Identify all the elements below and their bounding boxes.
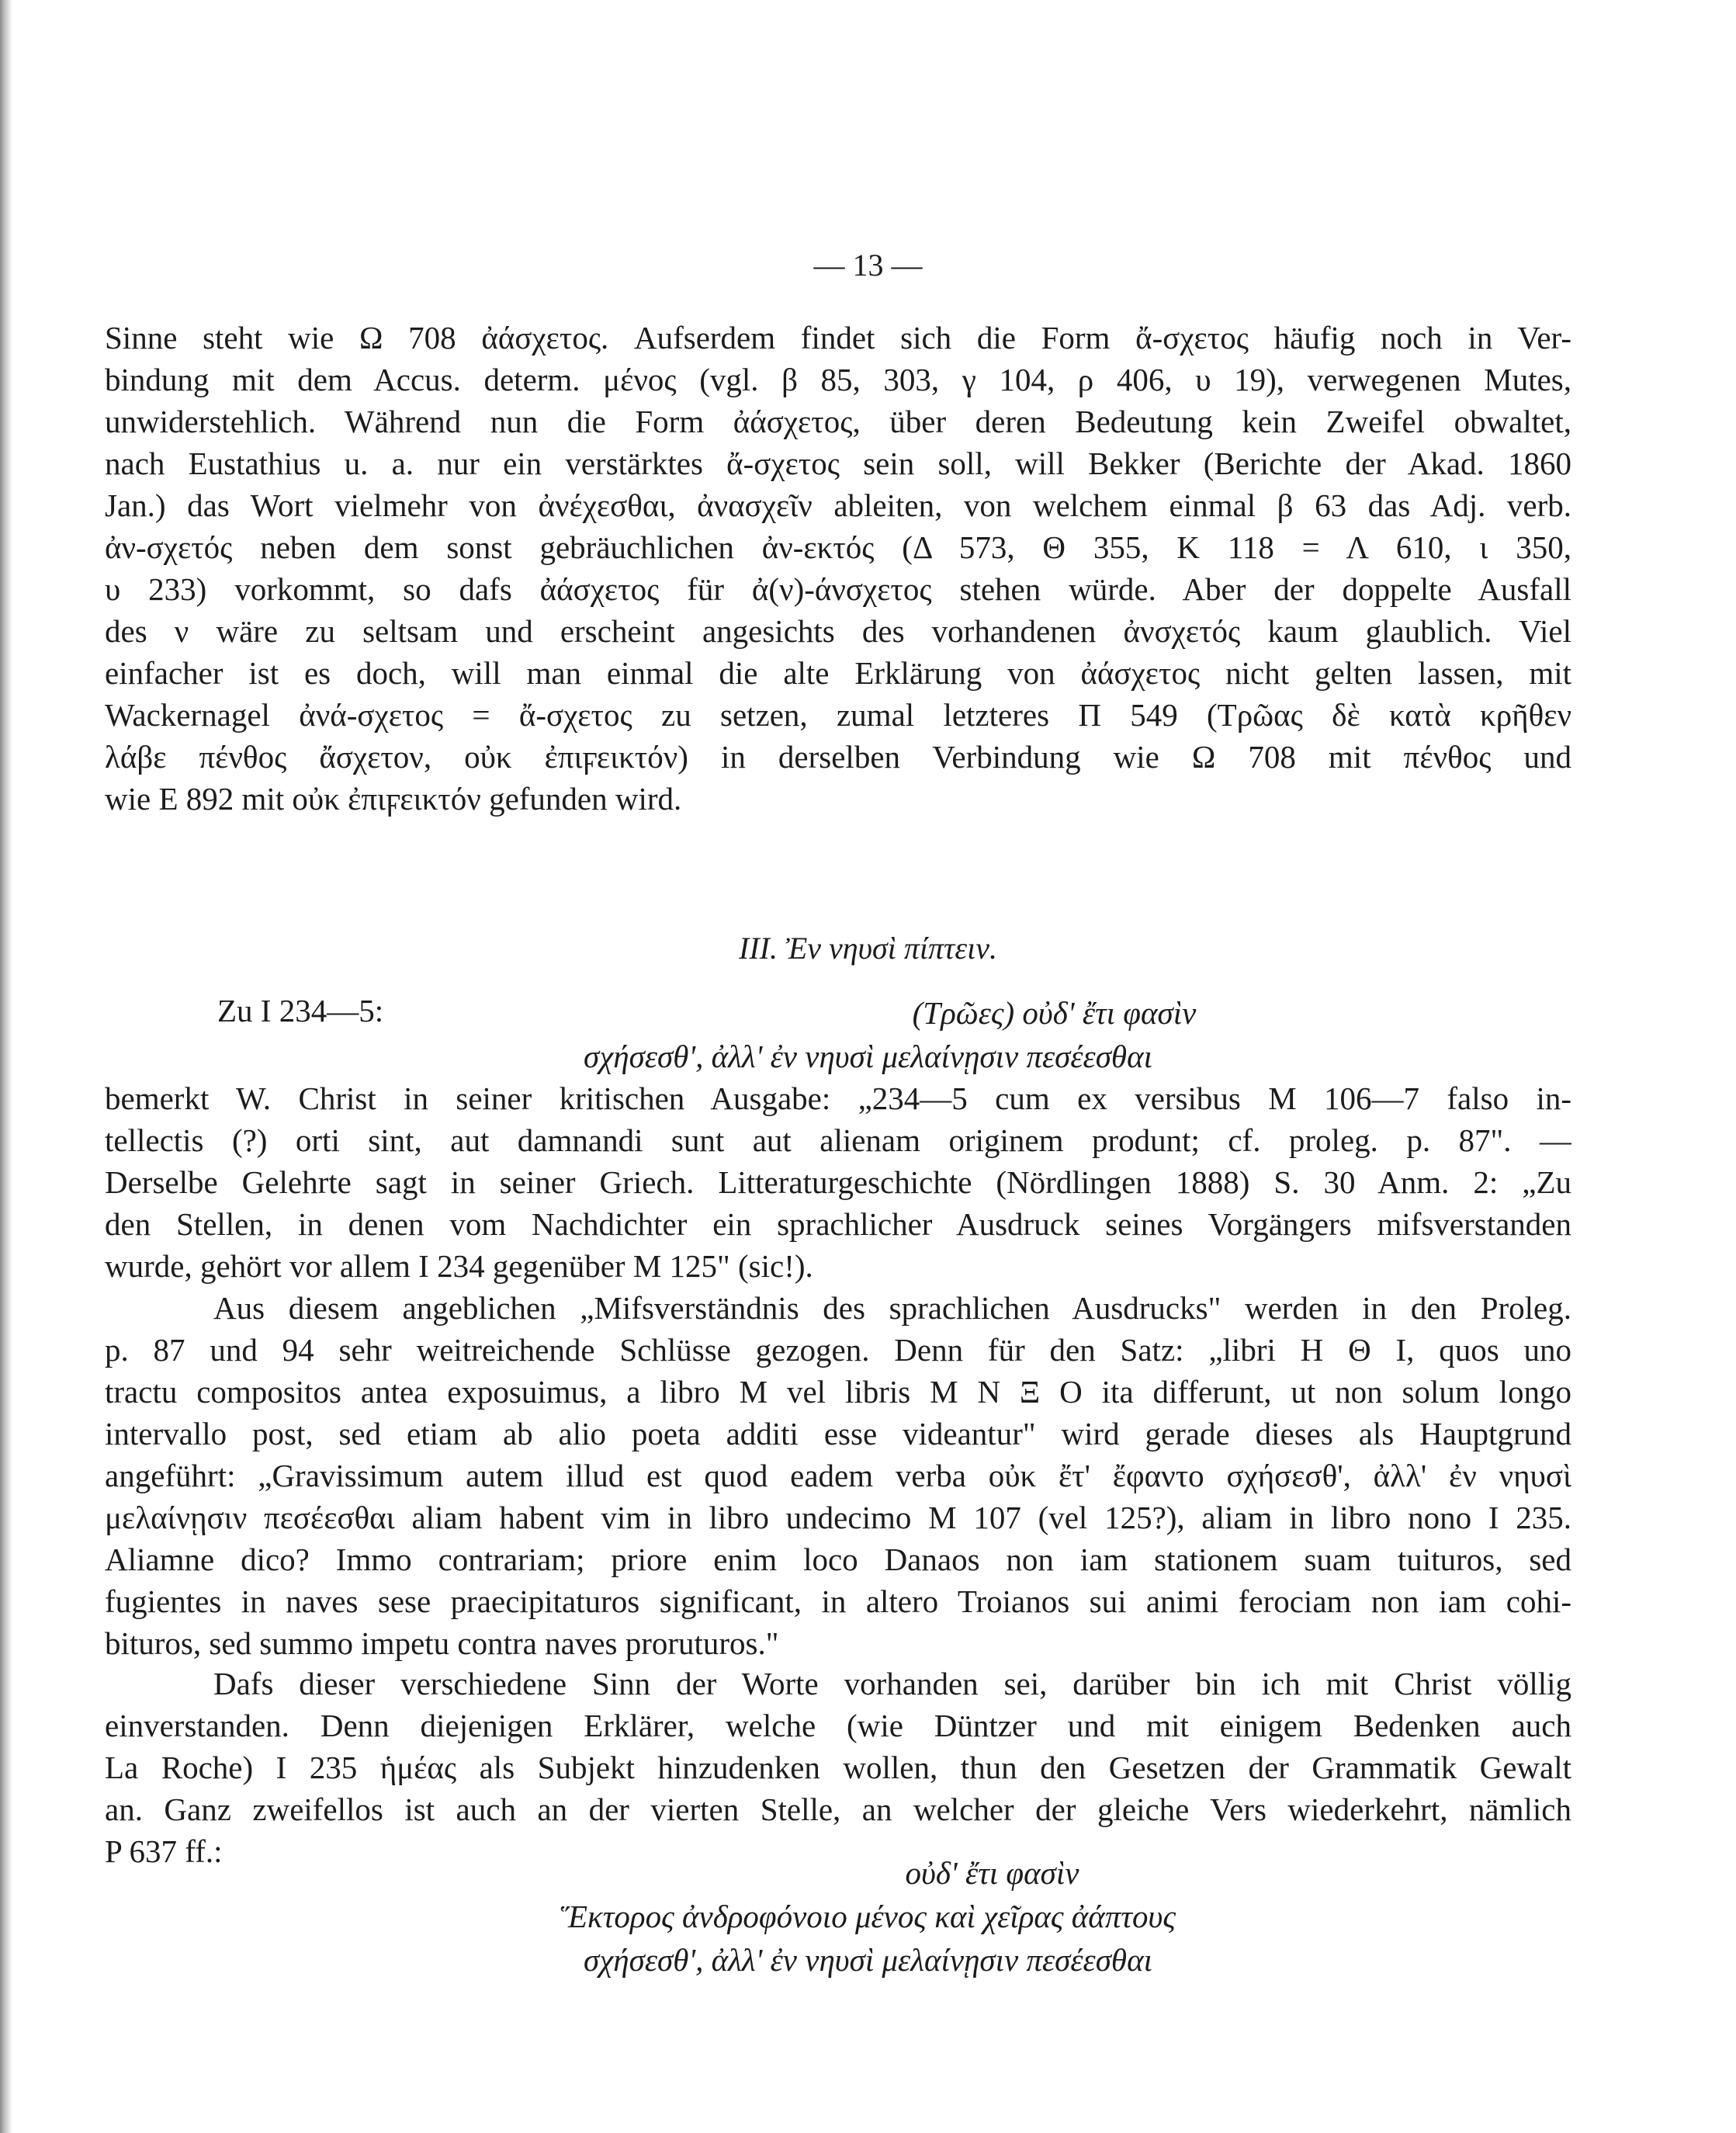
text-line: einfacher ist es doch, will man einmal die alte Erklärung von ἀάσχετος nicht gelten lassen, mit <box>105 655 1571 691</box>
text-line: tractu compositos antea exposuimus, a libro Μ vel libris Μ Ν Ξ Ο ita differunt, ut non solum longo <box>105 1374 1571 1410</box>
text-line: intervallo post, sed etiam ab alio poeta additi esse videantur" wird gerade dieses als Hauptgrund <box>105 1416 1571 1451</box>
page-number: — 13 — <box>813 248 923 283</box>
text-line: des ν wäre zu seltsam und erscheint angesichts des vorhandenen ἀνσχετός kaum glaublich. Viel <box>105 613 1571 649</box>
quoted-verse: σχήσεσθ', ἀλλ' ἐν νηυσὶ μελαίνῃσιν πεσέεσθαι <box>584 1942 1152 1978</box>
text-line: Aus diesem angeblichen „Mifsverständnis des sprachlichen Ausdrucks" werden in den Proleg. <box>213 1290 1571 1326</box>
text-line: Derselbe Gelehrte sagt in seiner Griech. Litteraturgeschichte (Nördlingen 1888) S. 30 Anm. 2: „Zu <box>105 1164 1571 1200</box>
quoted-verse: (Τρῶες) οὐδ' ἔτι φασὶν <box>912 995 1197 1031</box>
paragraph-3 <box>105 1287 1571 1664</box>
quoted-verse: οὐδ' ἔτι φασὶν <box>905 1855 1079 1891</box>
text-line: Sinne steht wie Ω 708 ἀάσχετος. Aufserdem findet sich die Form ἄ-σχετος häufig noch in Ver- <box>105 320 1571 356</box>
text-line: unwiderstehlich. Während nun die Form ἀάσχετος, über deren Bedeutung kein Zweifel obwaltet, <box>105 404 1571 439</box>
text-line: wurde, gehört vor allem Ι 234 gegenüber Μ 125" (sic!). <box>105 1248 813 1284</box>
text-line: an. Ganz zweifellos ist auch an der vierten Stelle, an welcher der gleiche Vers wiederkehrt, nämlich <box>105 1791 1571 1827</box>
text-line: λάβε πένθος ἄσχετον, οὐκ ἐπιϝεικτόν) in derselben Verbindung wie Ω 708 mit πένθος und <box>105 739 1571 775</box>
text-line: wie Ε 892 mit οὐκ ἐπιϝεικτόν gefunden wird. <box>105 781 682 817</box>
text-line: P 637 ff.: <box>105 1833 223 1869</box>
text-line: bindung mit dem Accus. determ. μένος (vgl. β 85, 303, γ 104, ρ 406, υ 19), verwegenen Mutes, <box>105 362 1571 397</box>
paragraph-2 <box>105 1077 1571 1287</box>
text-line: Dafs dieser verschiedene Sinn der Worte vorhanden sei, darüber bin ich mit Christ völlig <box>213 1666 1571 1701</box>
text-line: tellectis (?) orti sint, aut damnandi sunt aut alienam originem produnt; cf. proleg. p. 87". — <box>105 1122 1571 1158</box>
text-line: fugientes in naves sese praecipitaturos significant, in altero Troianos sui animi ferociam non iam cohi- <box>105 1583 1571 1619</box>
reference-label: Zu Ι 234—5: <box>217 993 384 1028</box>
text-line: den Stellen, in denen vom Nachdichter ein sprachlicher Ausdruck seines Vorgängers mifsverstanden <box>105 1206 1571 1242</box>
text-line: υ 233) vorkommt, so dafs ἀάσχετος für ἀ(ν)-άνσχετος stehen würde. Aber der doppelte Ausfall <box>105 571 1571 607</box>
text-line: Aliamne dico? Immo contrariam; priore enim loco Danaos non iam stationem suam tuituros, sed <box>105 1542 1571 1577</box>
text-line: Jan.) das Wort vielmehr von ἀνέχεσθαι, ἀνασχεῖν ableiten, von welchem einmal β 63 das Adj. verb. <box>105 487 1571 523</box>
quoted-verse: σχήσεσθ', ἀλλ' ἐν νηυσὶ μελαίνῃσιν πεσέεσθαι <box>584 1039 1152 1074</box>
text-line: Wackernagel ἀνά-σχετος = ἄ-σχετος zu setzen, zumal letzteres Π 549 (Τρῶας δὲ κατὰ κρῆθεν <box>105 697 1571 733</box>
text-line: μελαίνῃσιν πεσέεσθαι aliam habent vim in libro undecimo Μ 107 (vel 125?), aliam in libro nono Ι 235. <box>105 1500 1571 1535</box>
text-line: angeführt: „Gravissimum autem illud est quod eadem verba οὐκ ἔτ' ἔφαντο σχήσεσθ', ἀλλ' ἐν νηυσὶ <box>105 1458 1571 1493</box>
text-line: nach Eustathius u. a. nur ein verstärktes ἄ-σχετος sein soll, will Bekker (Berichte der Akad. 1860 <box>105 446 1571 481</box>
text-line: bemerkt W. Christ in seiner kritischen Ausgabe: „234—5 cum ex versibus M 106—7 falso in- <box>105 1080 1571 1116</box>
text-line: La Roche) Ι 235 ἡμέας als Subjekt hinzudenken wollen, thun den Gesetzen der Grammatik Gewalt <box>105 1750 1571 1785</box>
text-line: ἀν-σχετός neben dem sonst gebräuchlichen ἀν-εκτός (Δ 573, Θ 355, Κ 118 = Λ 610, ι 350, <box>105 529 1571 565</box>
quoted-verse: Ἕκτορος ἀνδροφόνοιο μένος καὶ χεῖρας ἀάπτους <box>560 1899 1176 1934</box>
text-line: einverstanden. Denn diejenigen Erklärer, welche (wie Düntzer und mit einigem Bedenken auch <box>105 1708 1571 1743</box>
paragraph-4 <box>105 1663 1571 1872</box>
section-heading: III. Ἐν νηυσὶ πίπτειν. <box>739 931 997 966</box>
text-line: p. 87 und 94 sehr weitreichende Schlüsse gezogen. Denn für den Satz: „libri Η Θ Ι, quos uno <box>105 1332 1571 1368</box>
text-line: bituros, sed summo impetu contra naves proruturos." <box>105 1625 779 1661</box>
paragraph-1 <box>105 317 1571 820</box>
